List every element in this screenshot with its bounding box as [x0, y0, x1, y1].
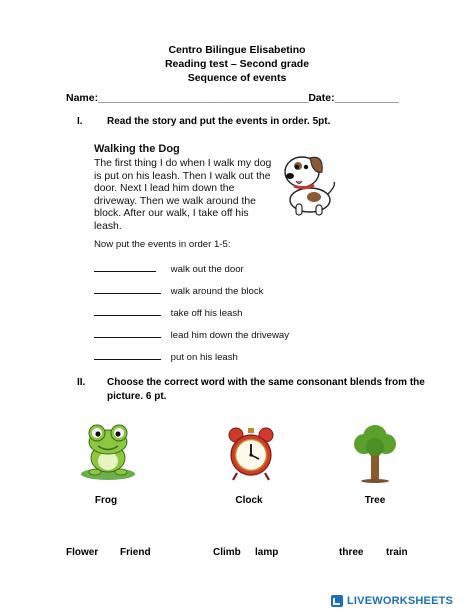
test-title: Reading test – Second grade [164, 58, 310, 70]
answer-blank[interactable] [94, 350, 161, 360]
answer-blank[interactable] [94, 262, 156, 272]
order-prompt: Now put the events in order 1-5: [94, 239, 231, 250]
story-text: The first thing I do when I walk my dog is put on his leash. Then I walk out the door. Next I lead him down the driveway. Then we walk around the block. After our walk, I take off his leash. [94, 158, 272, 232]
word-option[interactable]: three [339, 547, 364, 558]
event-text: walk out the door [170, 264, 244, 275]
event-text: lead him down the driveway [170, 330, 290, 341]
dog-icon [276, 148, 342, 218]
word-option[interactable]: Climb [213, 547, 241, 558]
footer-brand [330, 593, 470, 609]
date-label: Date: [308, 92, 335, 104]
name-date-line [66, 92, 399, 104]
brand-name: LIVEWORKSHEETS [347, 595, 454, 607]
school-name: Centro Bilingue Elisabetino [168, 44, 306, 56]
answer-blank[interactable] [94, 328, 161, 338]
answer-blank[interactable] [94, 306, 161, 316]
event-row [94, 350, 238, 363]
picture-label-frog: Frog [94, 495, 118, 506]
tree-icon [350, 422, 400, 484]
name-field[interactable]: ____________________________________ [98, 92, 309, 104]
liveworksheets-logo-icon [330, 594, 344, 608]
event-text: put on his leash [170, 352, 238, 363]
picture-label-clock: Clock [235, 495, 263, 506]
section-2-numeral: II. [77, 377, 86, 388]
event-row [94, 328, 289, 341]
section-2-instruction-line2: picture. 6 pt. [107, 391, 167, 402]
word-option[interactable]: train [386, 547, 408, 558]
answer-blank[interactable] [94, 284, 161, 294]
date-field[interactable]: ___________ [334, 92, 399, 104]
word-option[interactable]: Friend [120, 547, 151, 558]
event-row [94, 262, 244, 275]
event-text: walk around the block [170, 286, 264, 297]
word-option[interactable]: Flower [66, 547, 99, 558]
section-1-numeral: I. [77, 116, 83, 127]
section-2-instruction-line1: Choose the correct word with the same consonant blends from the [107, 377, 425, 388]
picture-label-tree: Tree [364, 495, 386, 506]
name-label: Name: [66, 92, 99, 104]
frog-icon [78, 420, 138, 482]
section-1-instruction: Read the story and put the events in order. 5pt. [107, 116, 331, 127]
word-option[interactable]: lamp [255, 547, 279, 558]
event-row [94, 284, 263, 297]
story-title: Walking the Dog [94, 143, 180, 155]
event-row [94, 306, 243, 319]
event-text: take off his leash [170, 308, 243, 319]
topic-title: Sequence of events [187, 72, 287, 84]
alarm-clock-icon [225, 426, 277, 482]
